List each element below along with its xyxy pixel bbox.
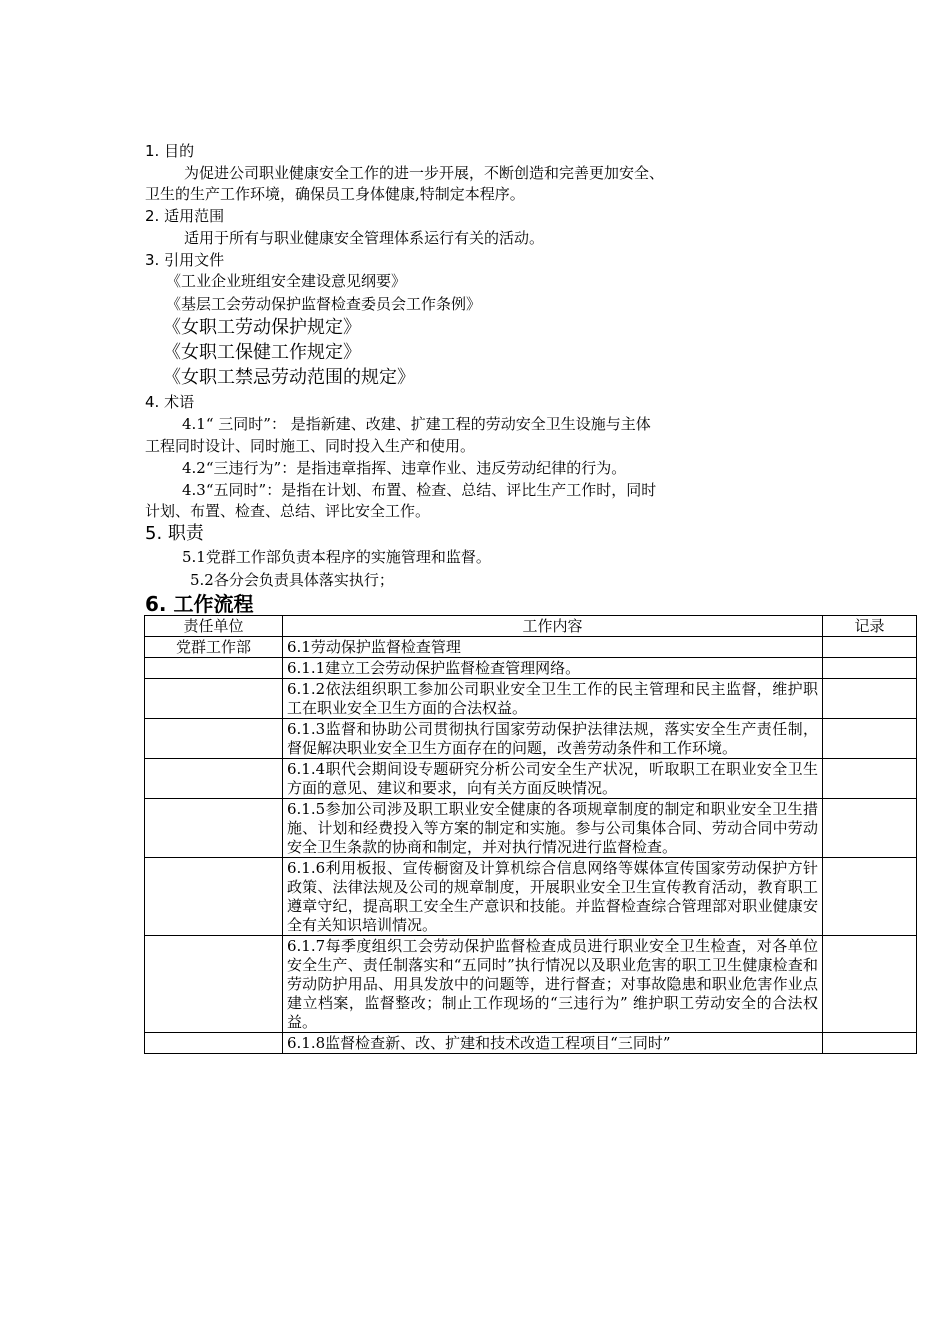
cell-record (823, 658, 917, 679)
duty-5-1: 5.1党群工作部负责本程序的实施管理和监督。 (182, 548, 491, 566)
cell-unit (145, 719, 283, 759)
cell-content: 6.1.2依法组织职工参加公司职业安全卫生工作的民主管理和民主监督，维护职工在职业安全卫生方面的合法权益。 (283, 679, 823, 719)
table-row (145, 799, 917, 858)
header-unit: 责任单位 (145, 616, 283, 637)
section-1-text-line2: 卫生的生产工作环境，确保员工身体健康,特制定本程序。 (145, 185, 525, 203)
table-row (145, 719, 917, 759)
section-1-title: 1. 目的 (145, 142, 195, 160)
cell-unit (145, 936, 283, 1033)
workflow-table (144, 615, 917, 1054)
section-6-title: 6. 工作流程 (145, 592, 254, 616)
cell-record (823, 679, 917, 719)
cell-content: 6.1.4职代会期间设专题研究分析公司安全生产状况，听取职工在职业安全卫生方面的意见、建议和要求，向有关方面反映情况。 (283, 759, 823, 799)
reference-item: 《女职工禁忌劳动范围的规定》 (163, 367, 415, 388)
table-row (145, 936, 917, 1033)
cell-content: 6.1.8监督检查新、改、扩建和技术改造工程项目“三同时” (283, 1033, 823, 1054)
cell-content: 6.1.1建立工会劳动保护监督检查管理网络。 (283, 658, 823, 679)
reference-item: 《女职工保健工作规定》 (163, 342, 361, 363)
reference-item: 《女职工劳动保护规定》 (163, 317, 361, 338)
section-2-title: 2. 适用范围 (145, 207, 225, 225)
cell-content: 6.1.5参加公司涉及职工职业安全健康的各项规章制度的制定和职业安全卫生措施、计划和经费投入等方案的制定和实施。参与公司集体合同、劳动合同中劳动安全卫生条款的协商和制定，并对执行情况进行监督检查。 (283, 799, 823, 858)
cell-record (823, 858, 917, 936)
cell-content: 6.1.7每季度组织工会劳动保护监督检查成员进行职业安全卫生检查，对各单位安全生产、责任制落实和“五同时”执行情况以及职业危害的职工卫生健康检查和劳动防护用品、用具发放中的问题等，进行督查；对事故隐患和职业危害作业点建立档案，监督整改；制止工作现场的“三违行为” 维护职工劳动安全的合法权益。 (283, 936, 823, 1033)
cell-record (823, 719, 917, 759)
cell-unit (145, 658, 283, 679)
cell-unit (145, 679, 283, 719)
term-4-3-line2: 计划、布置、检查、总结、评比安全工作。 (145, 502, 431, 520)
cell-unit (145, 858, 283, 936)
term-4-1-line1: 4.1“ 三同时”： 是指新建、改建、扩建工程的劳动安全卫生设施与主体 (182, 415, 651, 433)
cell-record (823, 936, 917, 1033)
table-row (145, 759, 917, 799)
header-content: 工作内容 (283, 616, 823, 637)
cell-record (823, 759, 917, 799)
cell-record (823, 799, 917, 858)
table-row (145, 637, 917, 658)
cell-unit (145, 799, 283, 858)
table-row (145, 679, 917, 719)
cell-record (823, 1033, 917, 1054)
cell-unit: 党群工作部 (145, 637, 283, 658)
cell-content: 6.1.3监督和协助公司贯彻执行国家劳动保护法律法规，落实安全生产责任制，督促解决职业安全卫生方面存在的问题，改善劳动条件和工作环境。 (283, 719, 823, 759)
header-record: 记录 (823, 616, 917, 637)
cell-record (823, 637, 917, 658)
term-4-3-line1: 4.3“五同时”：是指在计划、布置、检查、总结、评比生产工作时，同时 (182, 481, 657, 499)
section-3-title: 3. 引用文件 (145, 251, 225, 269)
section-2-text: 适用于所有与职业健康安全管理体系运行有关的活动。 (184, 229, 545, 247)
term-4-2: 4.2“三违行为”：是指违章指挥、违章作业、违反劳动纪律的行为。 (182, 459, 627, 477)
duty-5-2: 5.2各分会负责具体落实执行； (190, 571, 394, 589)
cell-content: 6.1.6利用板报、宣传橱窗及计算机综合信息网络等媒体宣传国家劳动保护方针政策、法律法规及公司的规章制度，开展职业安全卫生宣传教育活动，教育职工遵章守纪，提高职工安全生产意识和技能。并监督检查综合管理部对职业健康安全有关知识培训情况。 (283, 858, 823, 936)
cell-unit (145, 759, 283, 799)
table-row (145, 858, 917, 936)
section-5-title: 5. 职责 (145, 523, 204, 544)
term-4-1-line2: 工程同时设计、同时施工、同时投入生产和使用。 (145, 437, 476, 455)
section-1-text-line1: 为促进公司职业健康安全工作的进一步开展，不断创造和完善更加安全、 (184, 164, 665, 182)
cell-unit (145, 1033, 283, 1054)
reference-item: 《基层工会劳动保护监督检查委员会工作条例》 (166, 295, 482, 313)
section-4-title: 4. 术语 (145, 393, 195, 411)
cell-content: 6.1劳动保护监督检查管理 (283, 637, 823, 658)
table-header-row (145, 616, 917, 637)
table-row (145, 658, 917, 679)
table-row (145, 1033, 917, 1054)
reference-item: 《工业企业班组安全建设意见纲要》 (166, 272, 407, 290)
